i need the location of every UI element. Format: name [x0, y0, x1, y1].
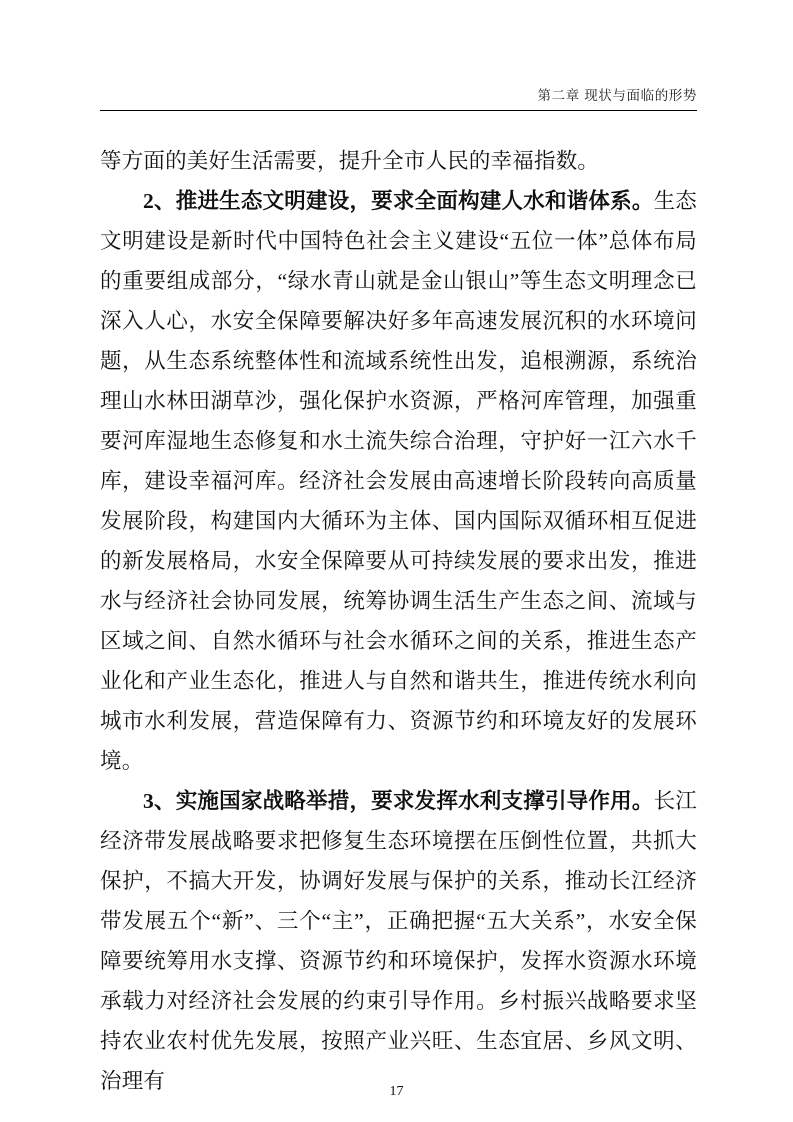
paragraph-item-3: [100, 781, 697, 1101]
paragraph-text: 等方面的美好生活需要，提升全市人民的幸福指数。: [100, 149, 600, 173]
paragraph-continued: [100, 141, 697, 181]
header-chapter-title: 第二章 现状与面临的形势: [537, 88, 697, 103]
page-footer: [0, 1084, 793, 1100]
paragraph-lead-3: 3、实施国家战略举措，要求发挥水利支撑引导作用。: [143, 789, 654, 813]
paragraph-lead-2: 2、推进生态文明建设，要求全面构建人水和谐体系。: [143, 189, 654, 213]
running-header: [100, 84, 697, 110]
header-divider: [100, 110, 697, 111]
paragraph-text-2: 生态文明建设是新时代中国特色社会主义建设“五位一体”总体布局的重要组成部分，“绿水青山就是金山银山”等生态文明理念已深入人心，水安全保障要解决好多年高速发展沉积的水环境问题，从生态系统整体性和流域系统性出发，追根溯源，系统治理山水林田湖草沙，强化保护水资源，严格河库管理，加强重要河库湿地生态修复和水土流失综合治理，守护好一江六水千库，建设幸福河库。经济社会发展由高速增长阶段转向高质量发展阶段，构建国内大循环为主体、国内国际双循环相互促进的新发展格局，水安全保障要从可持续发展的要求出发，推进水与经济社会协同发展，统筹协调生活生产生态之间、流域与区域之间、自然水循环与社会水循环之间的关系，推进生态产业化和产业生态化，推进人与自然和谐共生，推进传统水利向城市水利发展，营造保障有力、资源节约和环境友好的发展环境。: [100, 189, 697, 773]
paragraph-item-2: [100, 181, 697, 781]
page-number: 17: [389, 1084, 404, 1099]
body-text: [100, 141, 697, 1101]
paragraph-text-3: 长江经济带发展战略要求把修复生态环境摆在压倒性位置，共抓大保护，不搞大开发，协调好发展与保护的关系，推动长江经济带发展五个“新”、三个“主”，正确把握“五大关系”，水安全保障要统筹用水支撑、资源节约和环境保护，发挥水资源水环境承载力对经济社会发展的约束引导作用。乡村振兴战略要求坚持农业农村优先发展，按照产业兴旺、生态宜居、乡风文明、治理有: [100, 789, 697, 1093]
